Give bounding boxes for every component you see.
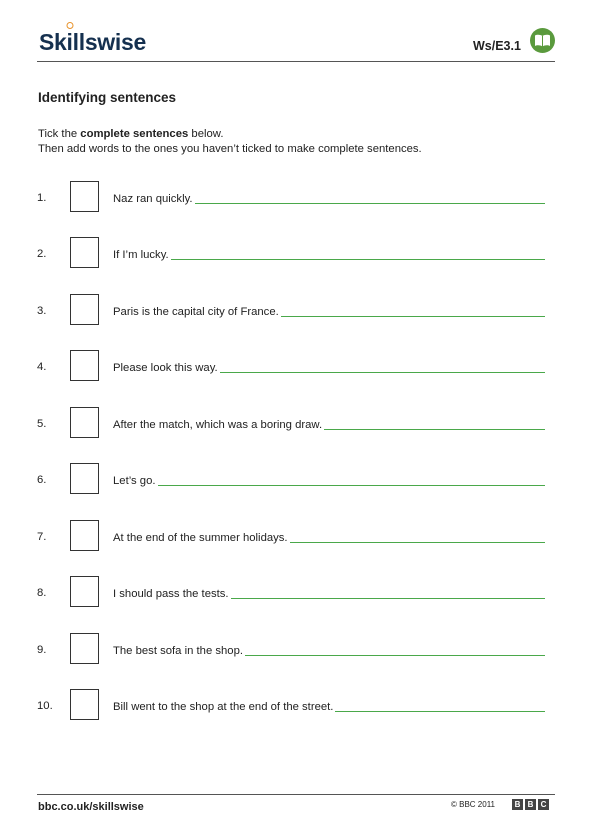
item-number: 3.	[37, 305, 47, 317]
item-number: 7.	[37, 531, 47, 543]
item-number: 4.	[37, 361, 47, 373]
answer-line[interactable]	[231, 598, 545, 599]
item-number: 10.	[37, 700, 53, 712]
sentence-text: Let’s go.	[113, 475, 156, 487]
instruction-line-2: Then add words to the ones you haven’t ticked to make complete sentences.	[38, 142, 422, 155]
sentence-text: Please look this way.	[113, 362, 218, 374]
book-icon	[530, 28, 555, 53]
tick-box[interactable]	[70, 576, 99, 607]
page-title: Identifying sentences	[38, 90, 177, 105]
logo-text-i: i	[67, 31, 73, 54]
answer-line[interactable]	[171, 259, 545, 260]
list-item	[0, 350, 592, 384]
tick-box[interactable]	[70, 463, 99, 494]
worksheet-reference: Ws/E3.1	[473, 39, 521, 53]
answer-line[interactable]	[158, 485, 545, 486]
answer-line[interactable]	[290, 542, 545, 543]
list-item	[0, 520, 592, 554]
bbc-logo-letter: B	[525, 799, 536, 810]
item-number: 1.	[37, 192, 47, 204]
instruction-emphasis: complete sentences	[80, 128, 189, 140]
tick-box[interactable]	[70, 520, 99, 551]
sentence-text: Bill went to the shop at the end of the street.	[113, 701, 334, 713]
tick-box[interactable]	[70, 294, 99, 325]
footer-url-link[interactable]: bbc.co.uk/skillswise	[38, 801, 144, 813]
sentence-text: After the match, which was a boring draw.	[113, 419, 323, 431]
sentence-text: The best sofa in the shop.	[113, 645, 243, 657]
sentence-text: Naz ran quickly.	[113, 193, 193, 205]
list-item	[0, 633, 592, 667]
bbc-logo	[512, 799, 549, 810]
list-item	[0, 407, 592, 441]
list-item	[0, 689, 592, 723]
list-item	[0, 294, 592, 328]
item-number: 9.	[37, 644, 47, 656]
item-number: 6.	[37, 474, 47, 486]
footer-divider	[37, 794, 555, 795]
header-divider	[37, 61, 555, 62]
tick-box[interactable]	[70, 633, 99, 664]
tick-box[interactable]	[70, 407, 99, 438]
list-item	[0, 237, 592, 271]
answer-line[interactable]	[281, 316, 545, 317]
list-item	[0, 463, 592, 497]
answer-line[interactable]	[245, 655, 545, 656]
sentence-text: Paris is the capital city of France.	[113, 306, 279, 318]
bbc-logo-letter: B	[512, 799, 523, 810]
logo-dot-icon	[66, 22, 73, 29]
item-number: 2.	[37, 248, 47, 260]
instructions	[38, 127, 422, 156]
answer-line[interactable]	[195, 203, 545, 204]
sentence-text: I should pass the tests.	[113, 588, 229, 600]
answer-line[interactable]	[335, 711, 545, 712]
bbc-logo-letter: C	[538, 799, 549, 810]
item-number: 8.	[37, 587, 47, 599]
tick-box[interactable]	[70, 350, 99, 381]
instruction-line-1: Tick the complete sentences below.	[38, 128, 224, 140]
logo-text-end: llswise	[72, 29, 146, 55]
list-item	[0, 576, 592, 610]
list-item	[0, 181, 592, 215]
item-number: 5.	[37, 418, 47, 430]
tick-box[interactable]	[70, 181, 99, 212]
sentence-text: At the end of the summer holidays.	[113, 532, 288, 544]
copyright-text: © BBC 2011	[451, 800, 495, 809]
answer-line[interactable]	[324, 429, 545, 430]
answer-line[interactable]	[220, 372, 545, 373]
logo-text-start: Sk	[39, 29, 67, 55]
skillswise-logo[interactable]	[39, 31, 146, 54]
tick-box[interactable]	[70, 689, 99, 720]
sentence-text: If I’m lucky.	[113, 249, 169, 261]
tick-box[interactable]	[70, 237, 99, 268]
